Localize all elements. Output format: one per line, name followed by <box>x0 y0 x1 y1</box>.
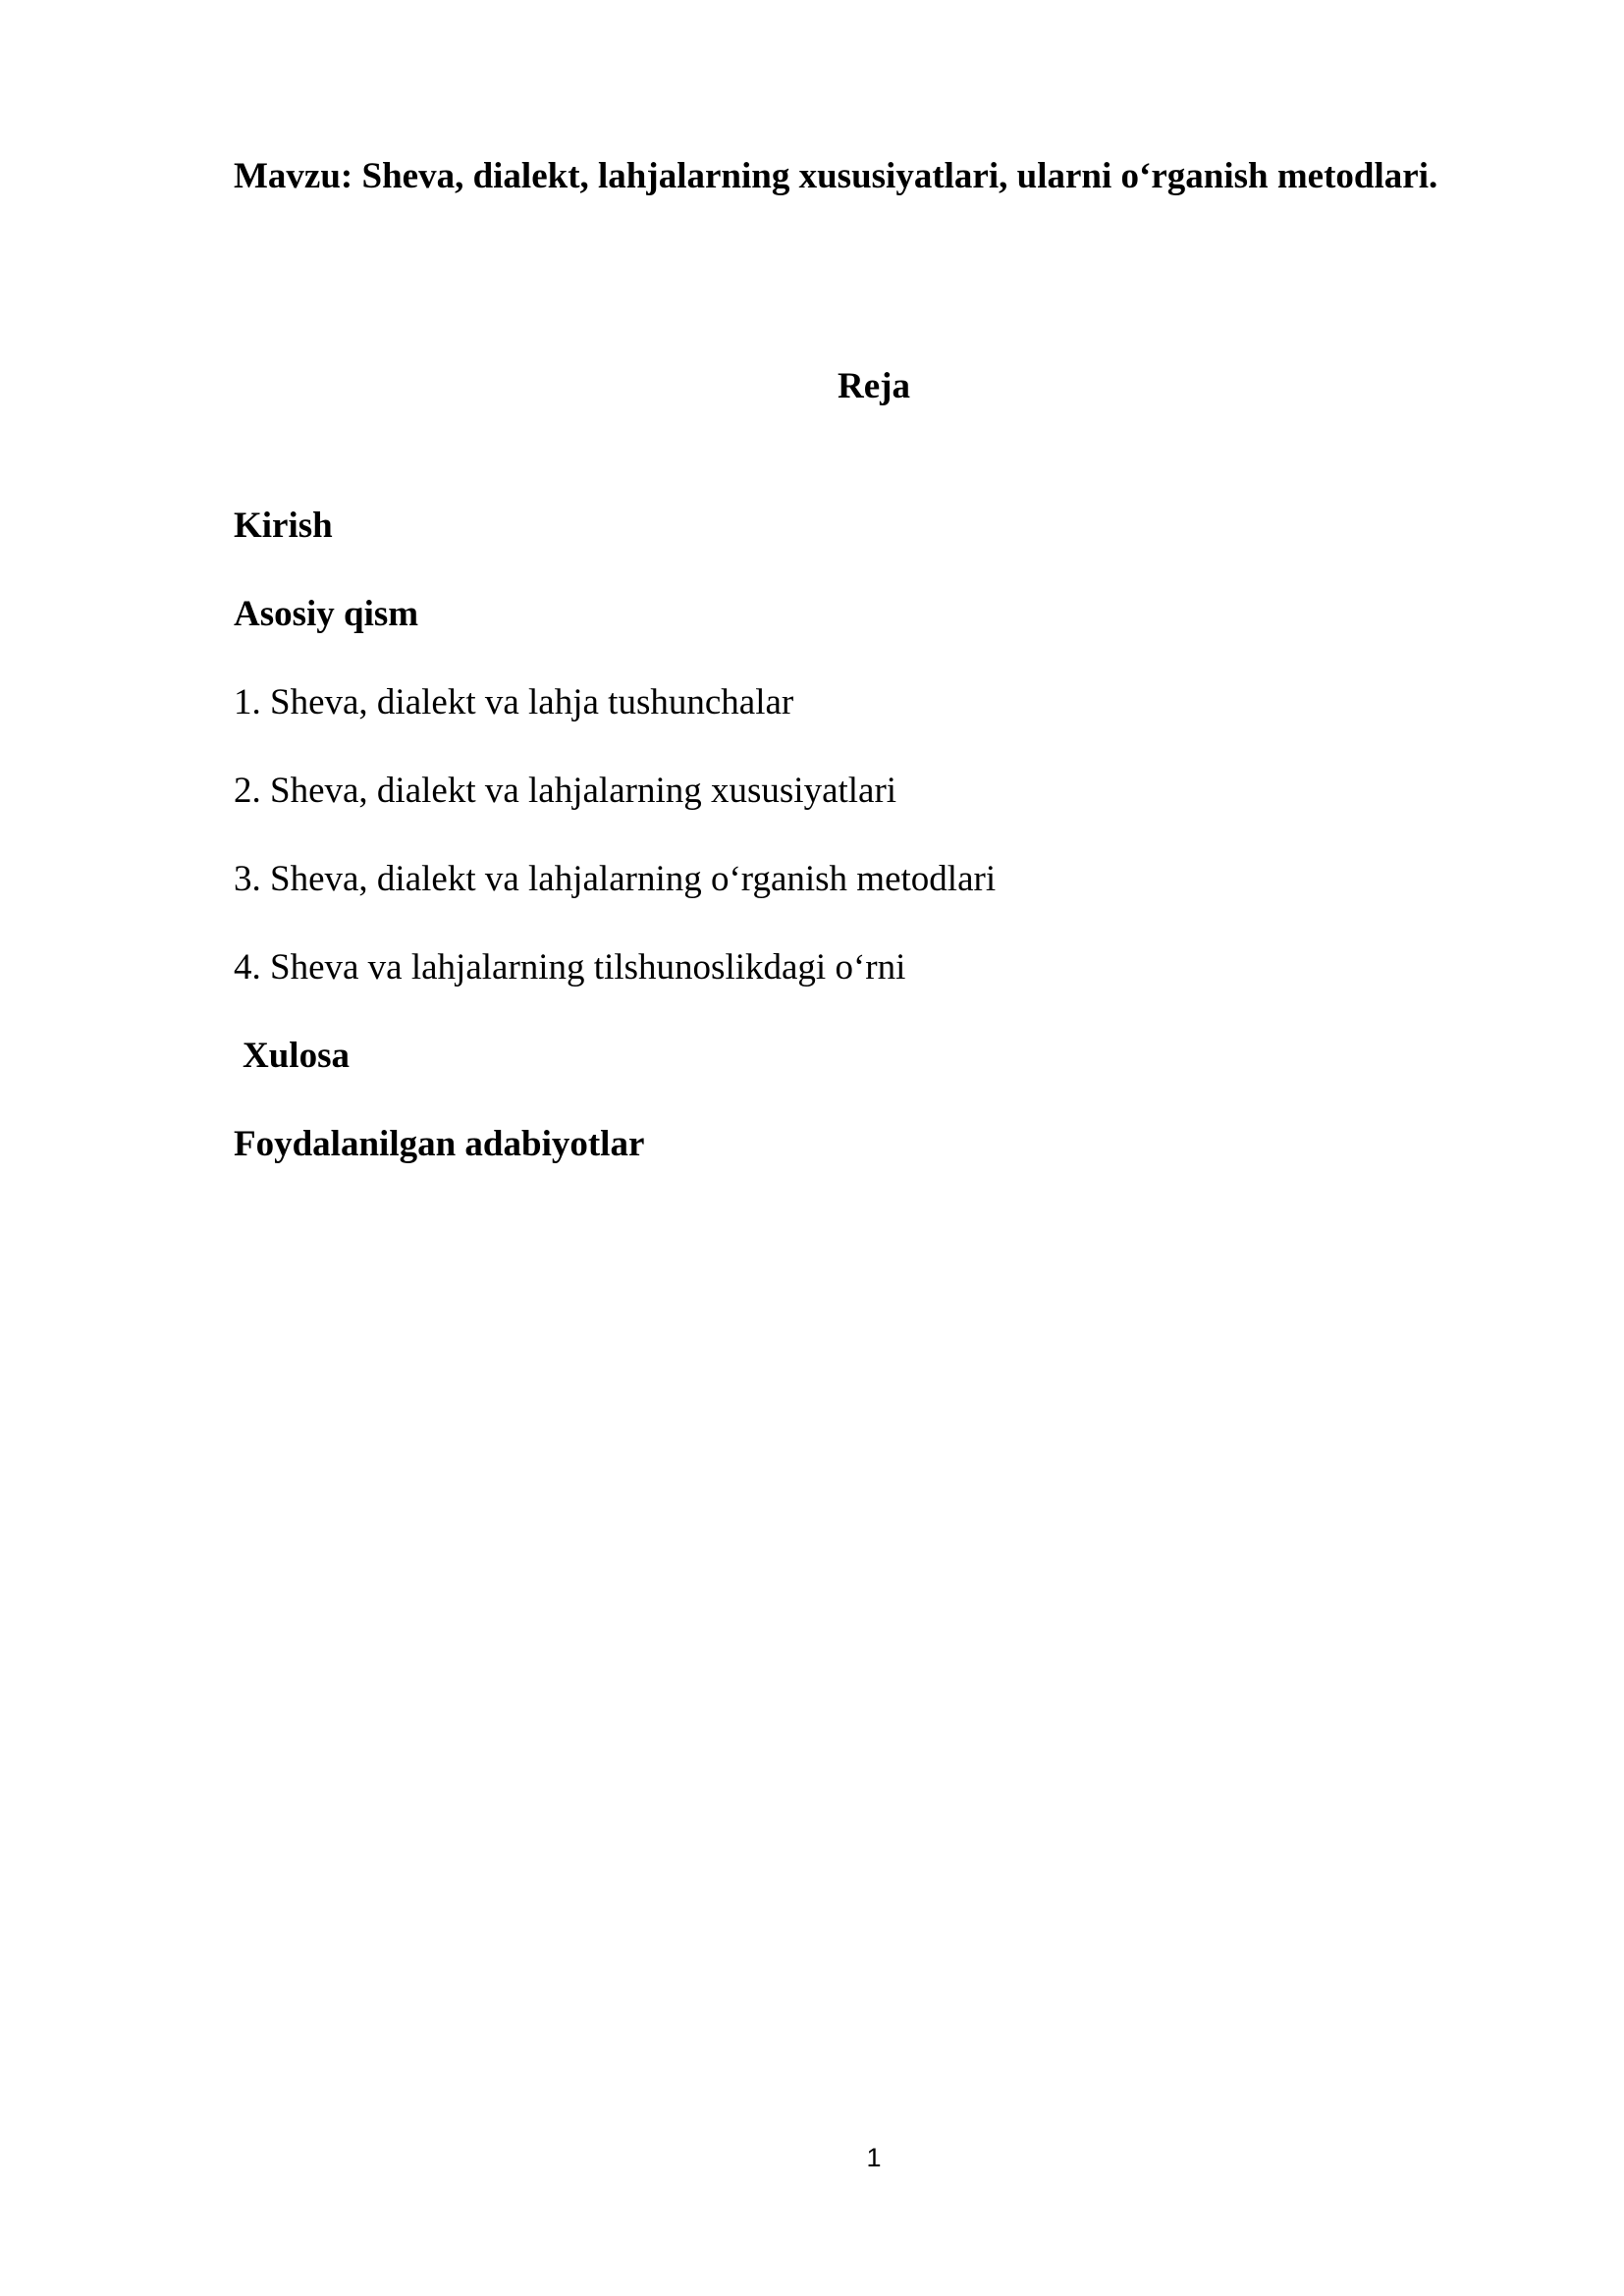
plan-subitem: 4. Sheva va lahjalarning tilshunoslikdagi o‘rni <box>234 947 906 988</box>
plan-heading: Reja <box>838 366 910 406</box>
plan-item-references: Foydalanilgan adabiyotlar <box>234 1124 645 1164</box>
plan-subitem: 1. Sheva, dialekt va lahja tushunchalar <box>234 682 794 722</box>
plan-item-conclusion: Xulosa <box>243 1036 350 1076</box>
document-title: Mavzu: Sheva, dialekt, lahjalarning xususiyatlari, ularni o‘rganish metodlari. <box>234 156 1438 196</box>
plan-item-main-part: Asosiy qism <box>234 594 419 634</box>
plan-subitem: 2. Sheva, dialekt va lahjalarning xususiyatlari <box>234 771 897 811</box>
plan-subitem: 3. Sheva, dialekt va lahjalarning o‘rganish metodlari <box>234 859 997 899</box>
page-number: 1 <box>866 2143 882 2172</box>
plan-item-introduction: Kirish <box>234 506 333 546</box>
